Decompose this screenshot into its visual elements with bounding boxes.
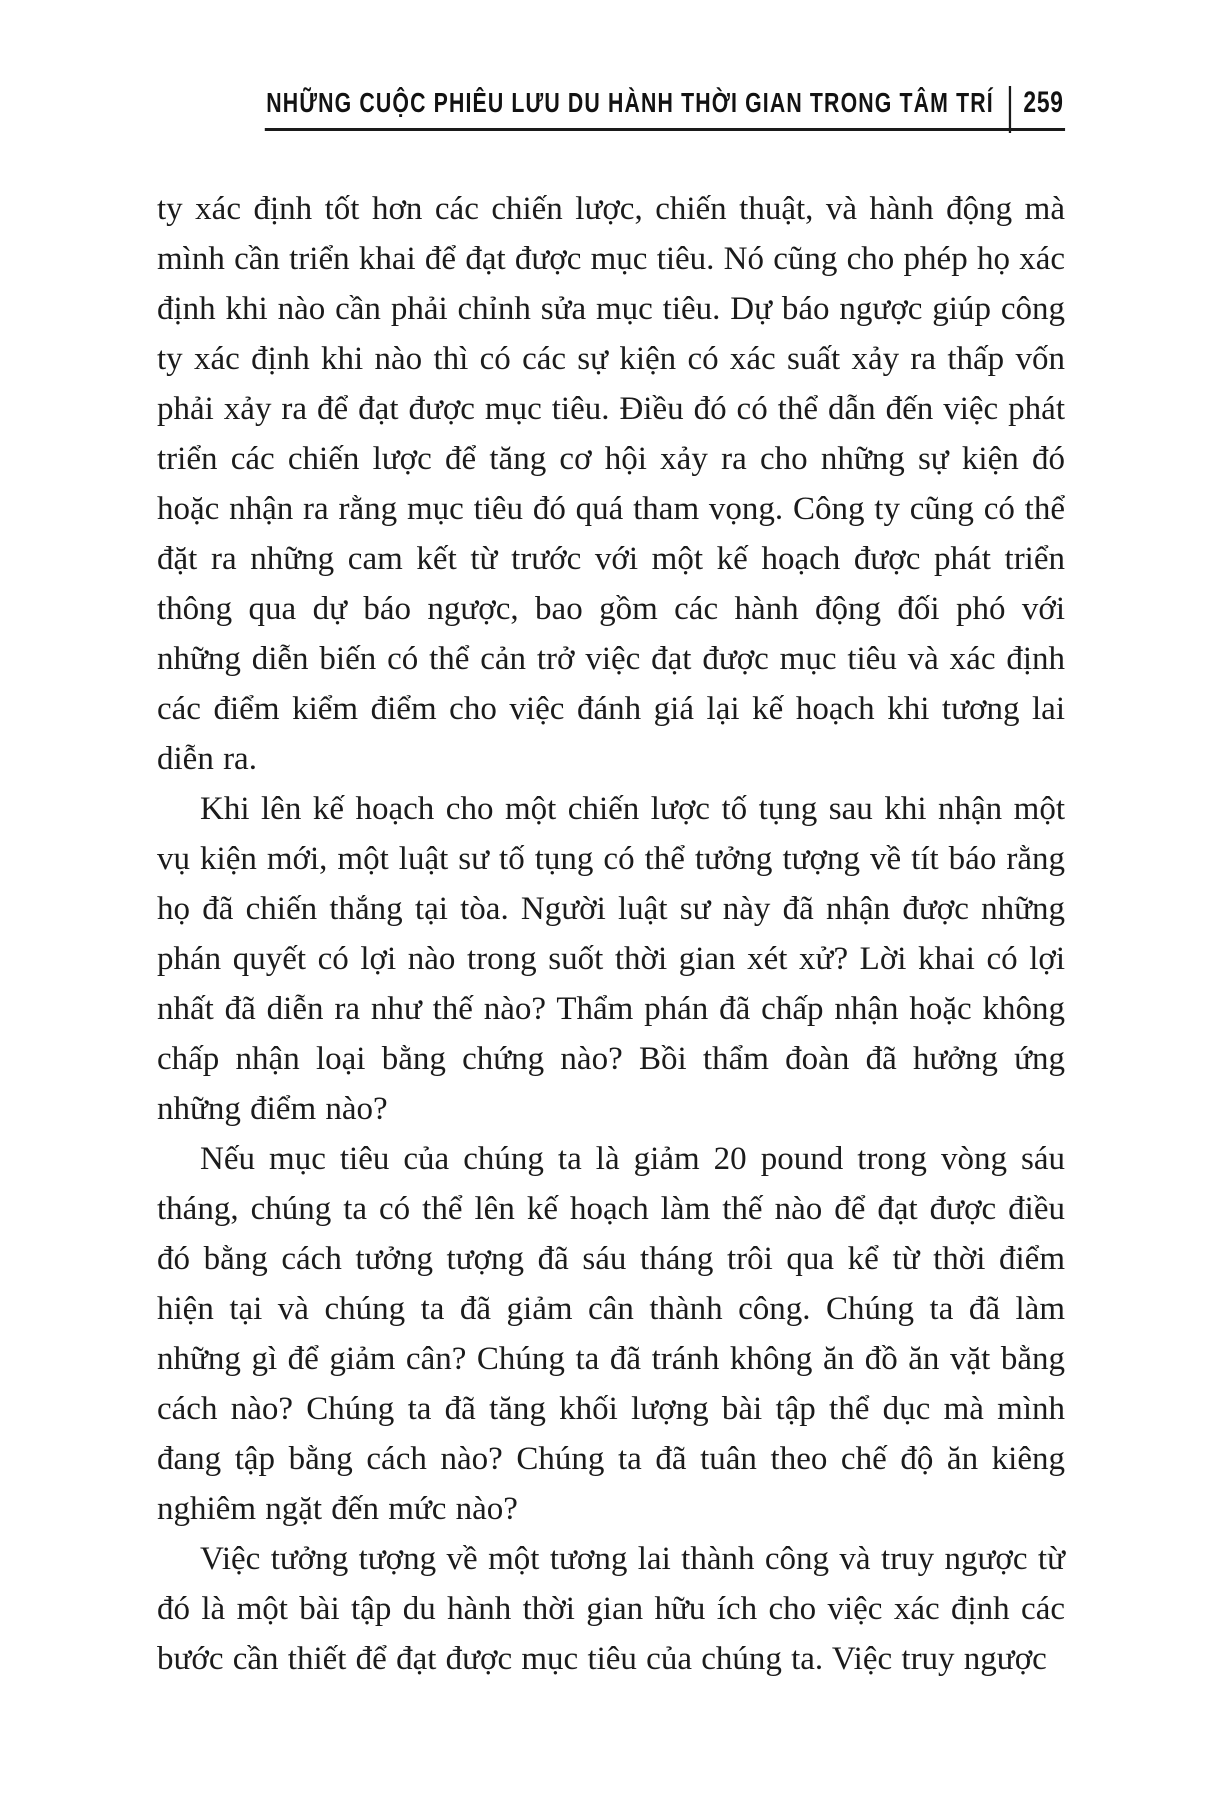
- running-head-title: NHỮNG CUỘC PHIÊU LƯU DU HÀNH THỜI GIAN TRONG TÂM TRÍ: [266, 87, 994, 118]
- page-number: 259: [1023, 86, 1064, 119]
- running-head-rule: [265, 84, 1065, 131]
- paragraph-continuation: ty xác định tốt hơn các chiến lược, chiến thuật, và hành động mà mình cần triển khai để đạt được mục tiêu. Nó cũng cho phép họ xác định khi nào cần phải chỉnh sửa mục tiêu. Dự báo ngược giúp công ty xác định khi nào thì có các sự kiện có xác suất xảy ra thấp vốn phải xảy ra để đạt được mục tiêu. Điều đó có thể dẫn đến việc phát triển các chiến lược để tăng cơ hội xảy ra cho những sự kiện đó hoặc nhận ra rằng mục tiêu đó quá tham vọng. Công ty cũng có thể đặt ra những cam kết từ trước với một kế hoạch được phát triển thông qua dự báo ngược, bao gồm các hành động đối phó với những diễn biến có thể cản trở việc đạt được mục tiêu và xác định các điểm kiểm điểm cho việc đánh giá lại kế hoạch khi tương lai diễn ra.: [157, 191, 1065, 777]
- page-body: [157, 184, 1065, 1684]
- header-separator-bar: [1009, 86, 1011, 133]
- paragraph: Việc tưởng tượng về một tương lai thành công và truy ngược từ đó là một bài tập du hành thời gian hữu ích cho việc xác định các bước cần thiết để đạt được mục tiêu của chúng ta. Việc truy ngược: [157, 1541, 1065, 1677]
- page-header: [12, 84, 1065, 131]
- paragraph: Nếu mục tiêu của chúng ta là giảm 20 pound trong vòng sáu tháng, chúng ta có thể lên kế hoạch làm thế nào để đạt được điều đó bằng cách tưởng tượng đã sáu tháng trôi qua kể từ thời điểm hiện tại và chúng ta đã giảm cân thành công. Chúng ta đã làm những gì để giảm cân? Chúng ta đã tránh không ăn đồ ăn vặt bằng cách nào? Chúng ta đã tăng khối lượng bài tập thể dục mà mình đang tập bằng cách nào? Chúng ta đã tuân theo chế độ ăn kiêng nghiêm ngặt đến mức nào?: [157, 1141, 1065, 1527]
- paragraph: Khi lên kế hoạch cho một chiến lược tố tụng sau khi nhận một vụ kiện mới, một luật sư tố tụng có thể tưởng tượng về tít báo rằng họ đã chiến thắng tại tòa. Người luật sư này đã nhận được những phán quyết có lợi nào trong suốt thời gian xét xử? Lời khai có lợi nhất đã diễn ra như thế nào? Thẩm phán đã chấp nhận hoặc không chấp nhận loại bằng chứng nào? Bồi thẩm đoàn đã hưởng ứng những điểm nào?: [157, 791, 1065, 1127]
